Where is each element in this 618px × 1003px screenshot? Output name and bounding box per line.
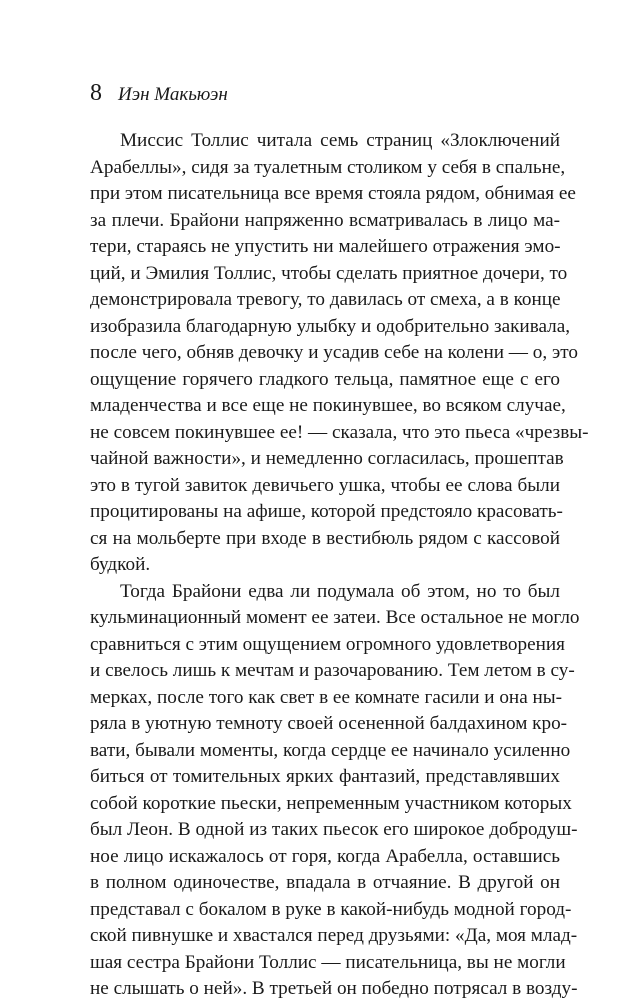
paragraph-1 (90, 128, 589, 579)
text-line: это в тугой завиток девичьего ушка, чтобы ее слова были (90, 474, 560, 496)
running-header (90, 80, 228, 110)
text-line: в полном одиночестве, впадала в отчаяние. В другой он (90, 872, 560, 893)
text-line: мерках, после того как свет в ее комнате гасили и она ны- (90, 686, 563, 708)
text-line: шая сестра Брайони Толлис — писательница, вы не могли (90, 951, 566, 973)
page-number: 8 (90, 80, 102, 106)
text-line: при этом писательница все время стояла рядом, обнимая ее (90, 183, 576, 204)
text-line: за плечи. Брайони напряженно всматривалась в лицо ма- (90, 209, 560, 231)
text-line: не совсем покинувшее ее! — сказала, что это пьеса «чрезвы- (90, 421, 589, 443)
text-line: ций, и Эмилия Толлис, чтобы сделать приятное дочери, то (90, 262, 568, 284)
author-name: Иэн Макьюэн (118, 84, 228, 105)
body-text (90, 128, 589, 1003)
text-line: младенчества и все еще не покинувшее, во всяком случае, (90, 395, 566, 416)
text-line: кульминационный момент ее затеи. Все остальное не могло (90, 607, 580, 628)
text-line: ощущение горячего гладкого тельца, памятное еще с его (90, 368, 560, 390)
text-line: представал с бокалом в руке в какой-нибудь модной город- (90, 898, 572, 920)
paragraph-2 (90, 579, 580, 1003)
text-line: собой короткие пьески, непременным участником которых (90, 792, 572, 814)
text-line: изобразила благодарную улыбку и одобрительно закивала, (90, 315, 571, 337)
text-line: чайной важности», и немедленно согласилась, прошептав (90, 448, 564, 469)
text-line: после чего, обняв девочку и усадив себе на колени — о, это (90, 342, 578, 363)
text-line: ся на мольберте при входе в вестибюль рядом с кассовой (90, 527, 560, 549)
text-line: вати, бывали моменты, когда сердце ее начинало усиленно (90, 739, 571, 761)
text-line: и свелось лишь к мечтам и разочарованию. Тем летом в су- (90, 660, 575, 681)
text-line: ное лицо искажалось от горя, когда Арабелла, оставшись (90, 845, 560, 867)
text-line: ряла в уютную темноту своей осененной балдахином кро- (90, 713, 568, 734)
text-line: Арабеллы», сидя за туалетным столиком у себя в спальне, (90, 156, 566, 178)
text-line: сравниться с этим ощущением огромного удовлетворения (90, 633, 565, 655)
text-line: тери, стараясь не упустить ни малейшего отражения эмо- (90, 236, 561, 257)
text-line: не слышать о ней». В третьей он победно потрясал в возду- (90, 978, 578, 999)
text-line: демонстрировала тревогу, то давилась от смеха, а в конце (90, 289, 561, 310)
text-line: ской пивнушке и хвастался перед друзьями: «Да, моя млад- (90, 925, 578, 946)
text-line: биться от томительных ярких фантазий, представлявших (90, 766, 560, 787)
text-line: Тогда Брайони едва ли подумала об этом, но то был (120, 580, 560, 602)
text-line: был Леон. В одной из таких пьесок его широкое добродуш- (90, 819, 578, 840)
text-line: процитированы на афише, которой предстояло красовать- (90, 501, 563, 522)
text-line: будкой. (90, 554, 151, 575)
text-line: Миссис Толлис читала семь страниц «Злоключений (120, 130, 560, 151)
